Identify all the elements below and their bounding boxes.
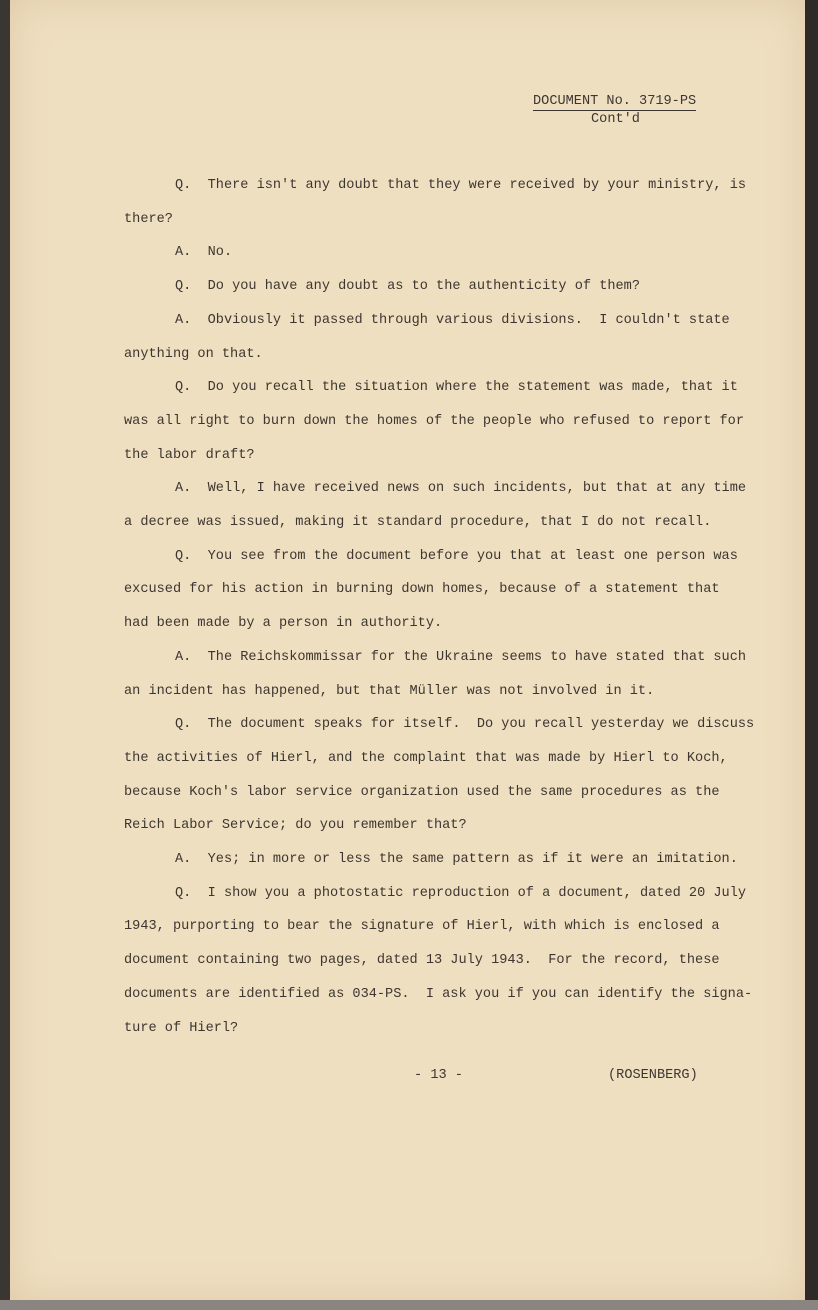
scan-edge <box>805 0 818 1310</box>
transcript-line: was all right to burn down the homes of the people who refused to report for <box>124 413 744 429</box>
document-number <box>533 94 696 111</box>
transcript-line: had been made by a person in authority. <box>124 616 443 632</box>
transcript-line: Q. You see from the document before you that at least one person was <box>175 548 738 564</box>
transcript-line: a decree was issued, making it standard procedure, that I do not recall. <box>124 515 712 530</box>
transcript-line: an incident has happened, but that Müller was not involved in it. <box>124 683 655 699</box>
transcript-line: Q. Do you recall the situation where the statement was made, that it <box>175 380 738 396</box>
transcript-line: A. No. <box>175 245 233 261</box>
transcript-line: A. Well, I have received news on such incidents, but that at any time <box>175 481 747 497</box>
transcript-line: Q. The document speaks for itself. Do you recall yesterday we discuss <box>175 717 755 733</box>
transcript-line: A. Yes; in more or less the same pattern as if it were an imitation. <box>175 852 738 867</box>
transcript-line: excused for his action in burning down homes, because of a statement that <box>124 582 720 598</box>
transcript-line: Q. I show you a photostatic reproduction of a document, dated 20 July <box>175 885 747 901</box>
transcript-line: A. Obviously it passed through various divisions. I couldn't state <box>175 312 730 328</box>
transcript-line: anything on that. <box>124 346 263 362</box>
transcript-line: Q. Do you have any doubt as to the authenticity of them? <box>175 279 640 295</box>
transcript-line: document containing two pages, dated 13 July 1943. For the record, these <box>124 953 720 969</box>
document-number-text: DOCUMENT No. 3719-PS <box>533 94 697 109</box>
transcript-line: there? <box>124 211 173 227</box>
transcript-line: documents are identified as 034-PS. I ask you if you can identify the signa- <box>124 986 753 1002</box>
transcript-line: A. The Reichskommissar for the Ukraine seems to have stated that such <box>175 649 747 665</box>
transcript-line: the labor draft? <box>124 447 255 463</box>
continued-label: Cont'd <box>591 112 640 127</box>
transcript-line: 1943, purporting to bear the signature of Hierl, with which is enclosed a <box>124 919 720 935</box>
transcript-line: ture of Hierl? <box>124 1020 239 1036</box>
document-page <box>10 0 805 1300</box>
transcript-line: Reich Labor Service; do you remember that? <box>124 818 467 834</box>
page-number: - 13 - <box>414 1068 463 1083</box>
transcript-line: the activities of Hierl, and the complaint that was made by Hierl to Koch, <box>124 750 728 766</box>
transcript-line: Q. There isn't any doubt that they were received by your ministry, is <box>175 178 747 193</box>
transcript-line: because Koch's labor service organization used the same procedures as the <box>124 784 720 800</box>
scan-bottom-edge <box>0 1300 818 1310</box>
footer-name: (ROSENBERG) <box>608 1068 698 1083</box>
